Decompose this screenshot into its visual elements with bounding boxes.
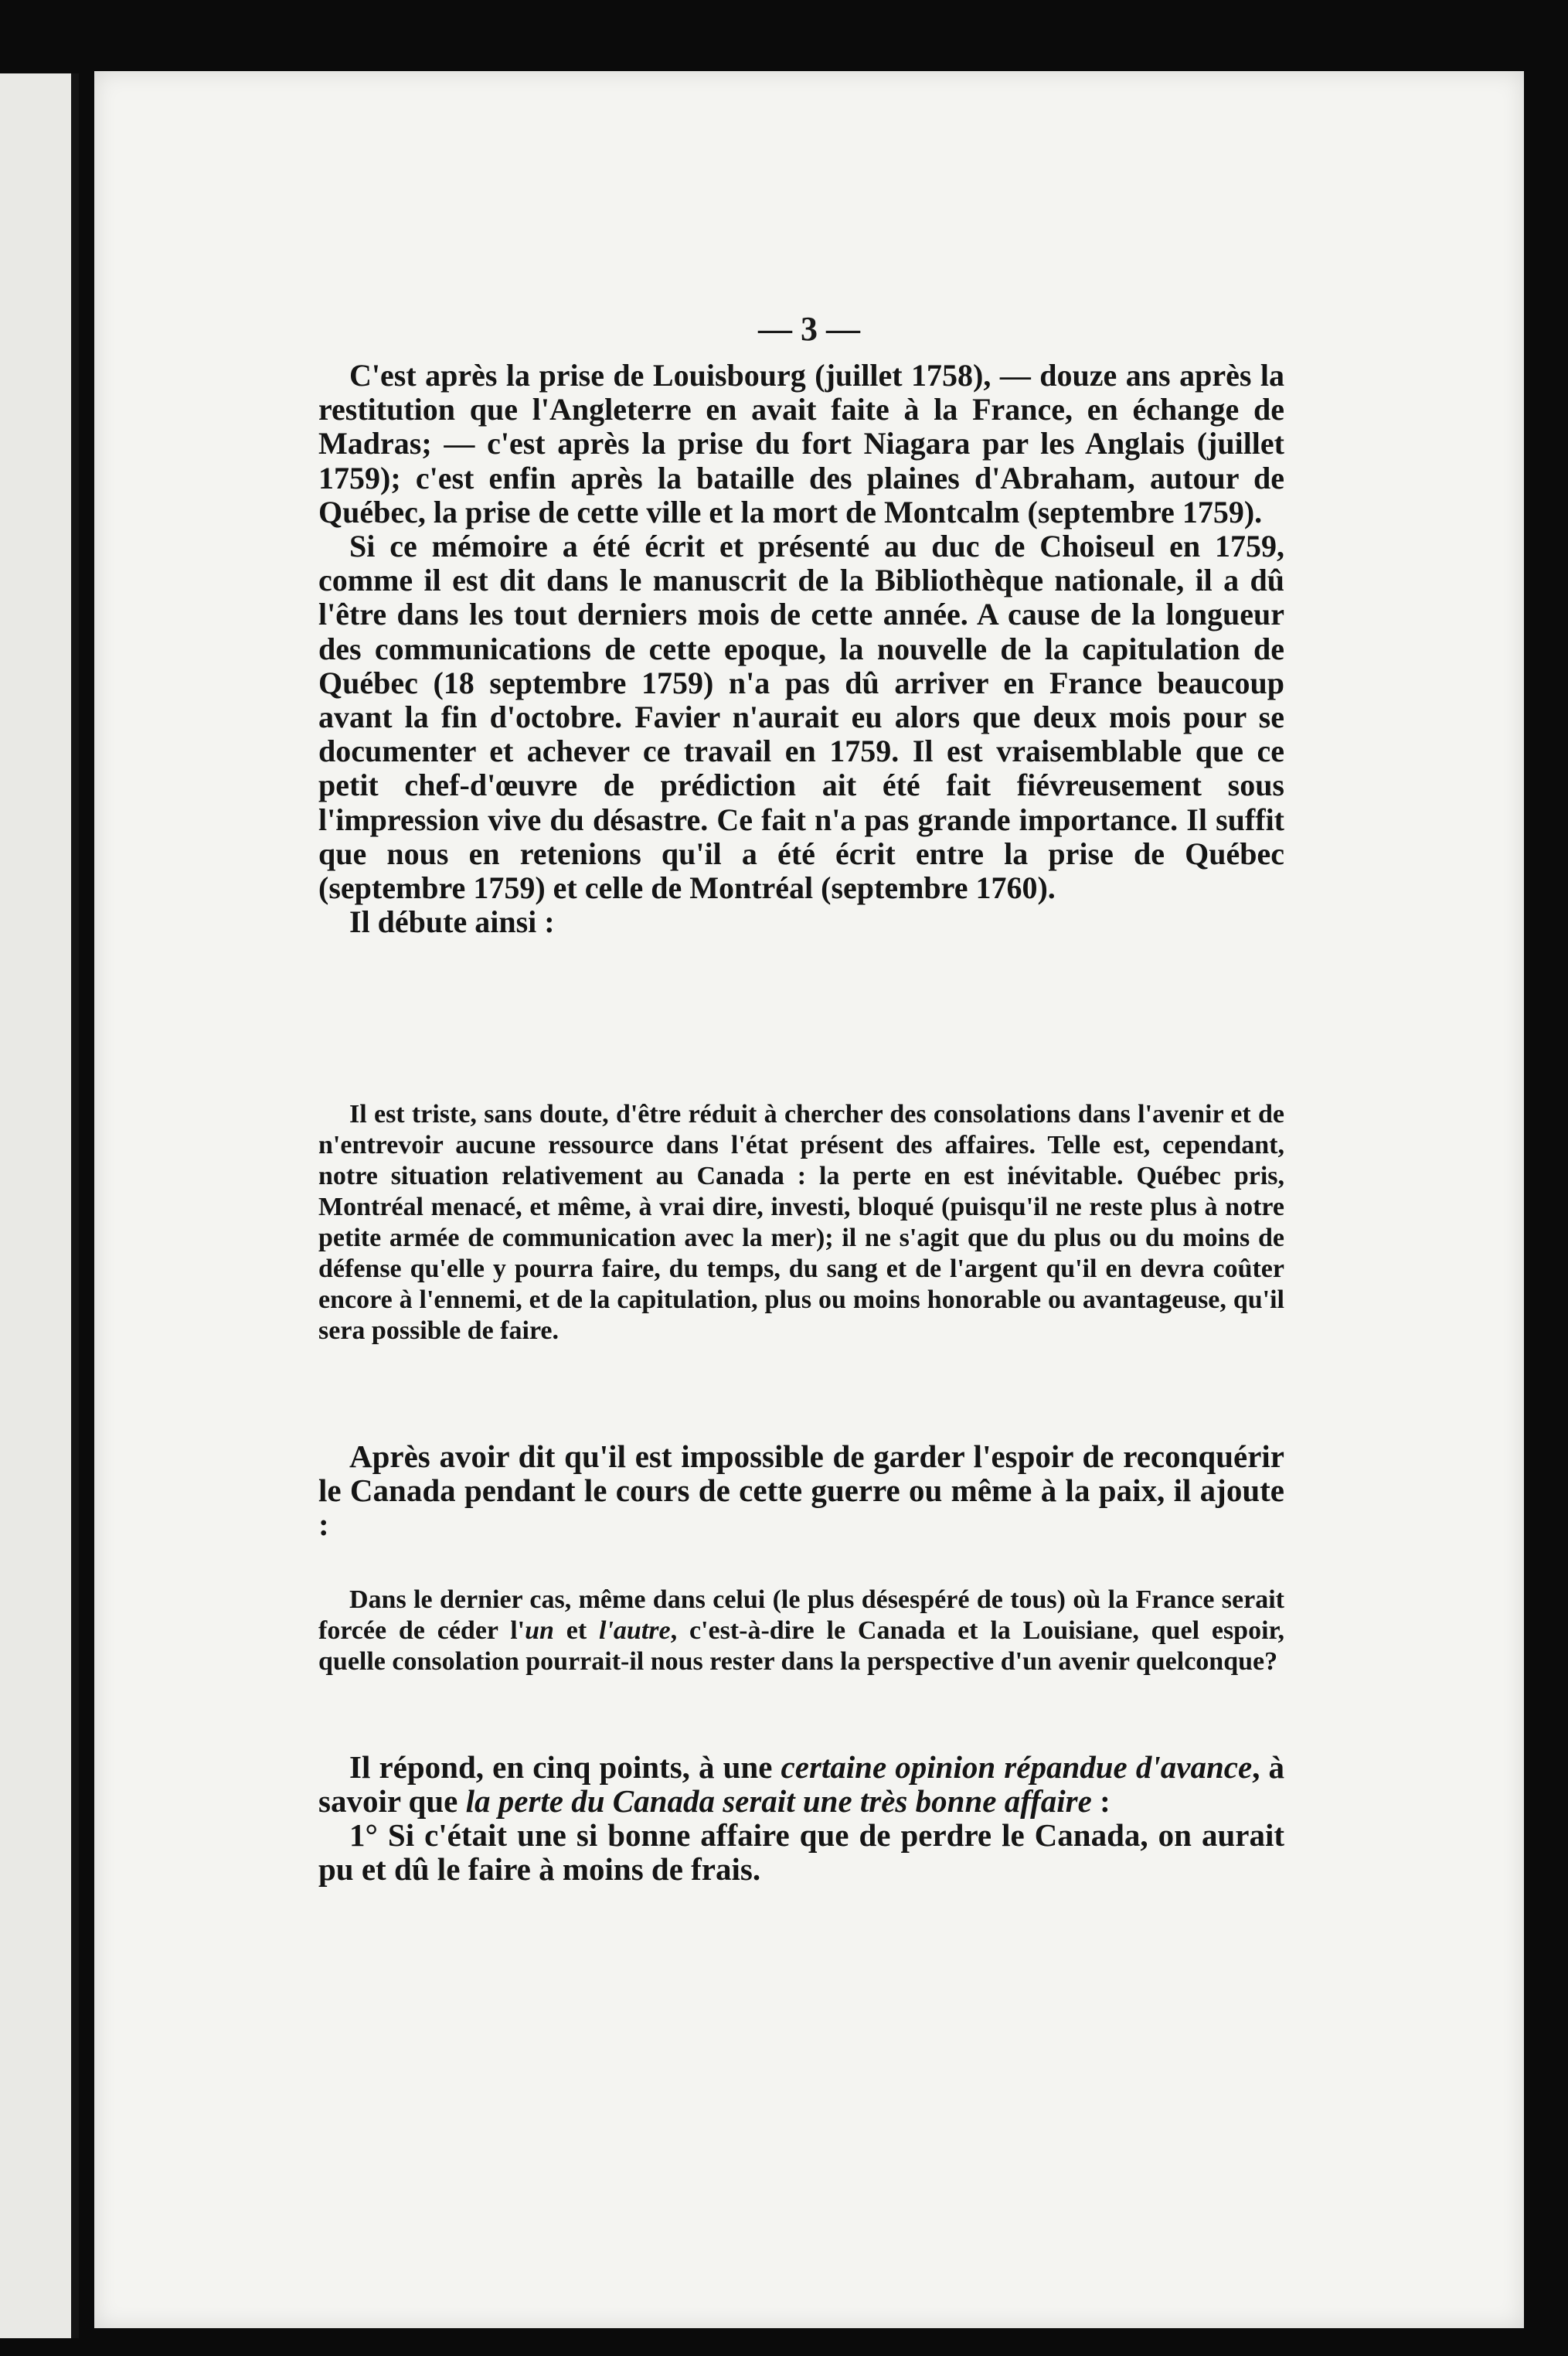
paragraph-5-text-b: , à savoir que (318, 1749, 1285, 1819)
paragraph-3: Il débute ainsi : (349, 904, 555, 940)
quote-block-1 (318, 1099, 1284, 1347)
previous-page-edge (0, 73, 71, 2338)
paragraph-5-italic-opinion: certaine opinion répandue d'avance (781, 1749, 1253, 1785)
text-block-3 (318, 1750, 1284, 1886)
page-number: — 3 — (758, 310, 860, 348)
paragraph-1: C'est après la prise de Louisbourg (juillet 1758), — douze ans après la restitution que l'Angleterre en avait faite à la France, en échange de Madras; — c'est après la prise du fort Niagara par les Anglais (juillet 1759); c'est enfin après la bataille des plaines d'Abraham, autour de Québec, la prise de cette ville et la mort de Montcalm (septembre 1759). (318, 358, 1284, 529)
quote-1: Il est triste, sans doute, d'être réduit à chercher des consolations dans l'avenir et de n'entrevoir aucune ressource dans l'état présent des affaires. Telle est, cependant, notre situation relativement au Canada : la perte en est inévitable. Québec pris, Montréal menacé, et même, à vrai dire, investi, bloqué (puisqu'il ne reste plus à notre petite armée de communication avec la mer); il ne s'agit que du plus ou du moins de défense qu'elle y pourra faire, du temps, du sang et de l'argent qu'il en devra coûter encore à l'ennemi, et de la capitulation, plus ou moins honorable ou avantageuse, qu'il sera possible de faire. (318, 1100, 1284, 1345)
quote-2-italic-autre: l'autre (599, 1616, 671, 1645)
paragraph-5-text-c: : (1091, 1783, 1111, 1819)
quote-2-text-a: Dans le dernier cas, même dans celui (le plus désespéré de tous) où la France serait forcée de céder l' (318, 1585, 1284, 1645)
quote-block-2 (318, 1585, 1284, 1677)
paragraph-6: 1° Si c'était une si bonne affaire que de perdre le Canada, on aurait pu et dû le faire à moins de frais. (318, 1817, 1284, 1887)
paragraph-4: Après avoir dit qu'il est impossible de garder l'espoir de reconquérir le Canada pendant le cours de cette guerre ou même à la paix, il ajoute : (318, 1438, 1284, 1542)
paragraph-5-italic-perte: la perte du Canada serait une très bonne affaire (465, 1783, 1092, 1819)
quote-2-text-b: et (553, 1616, 600, 1645)
paragraph-2: Si ce mémoire a été écrit et présenté au duc de Choiseul en 1759, comme il est dit dans le manuscrit de la Bibliothèque nationale, il a dû l'être dans les tout derniers mois de cette année. A cause de la longueur des communications de cette epoque, la nouvelle de la capitulation de Québec (18 septembre 1759) n'a pas dû arriver en France beaucoup avant la fin d'octobre. Favier n'aurait eu alors que deux mois pour se documenter et achever ce travail en 1759. Il est vraisemblable que ce petit chef-d'œuvre de prédiction ait été fait fiévreusement sous l'impression vive du désastre. Ce fait n'a pas grande importance. Il suffit que nous en retenions qu'il a été écrit entre la prise de Québec (septembre 1759) et celle de Montréal (septembre 1760). (318, 529, 1284, 906)
page-gutter (71, 73, 79, 2338)
quote-2 (318, 1585, 1284, 1677)
quote-2-text-c: , c'est-à-dire le Canada et la Louisiane, quel espoir, quelle consolation pourrait-il nous rester dans la perspective d'un avenir quelconque? (318, 1616, 1284, 1676)
text-block-2 (318, 1439, 1284, 1541)
paragraph-5 (318, 1750, 1284, 1818)
paragraph-5-text-a: Il répond, en cinq points, à une (349, 1749, 781, 1785)
text-block-1 (318, 359, 1284, 939)
document-page (94, 71, 1524, 2328)
quote-2-italic-un: un (525, 1616, 554, 1645)
